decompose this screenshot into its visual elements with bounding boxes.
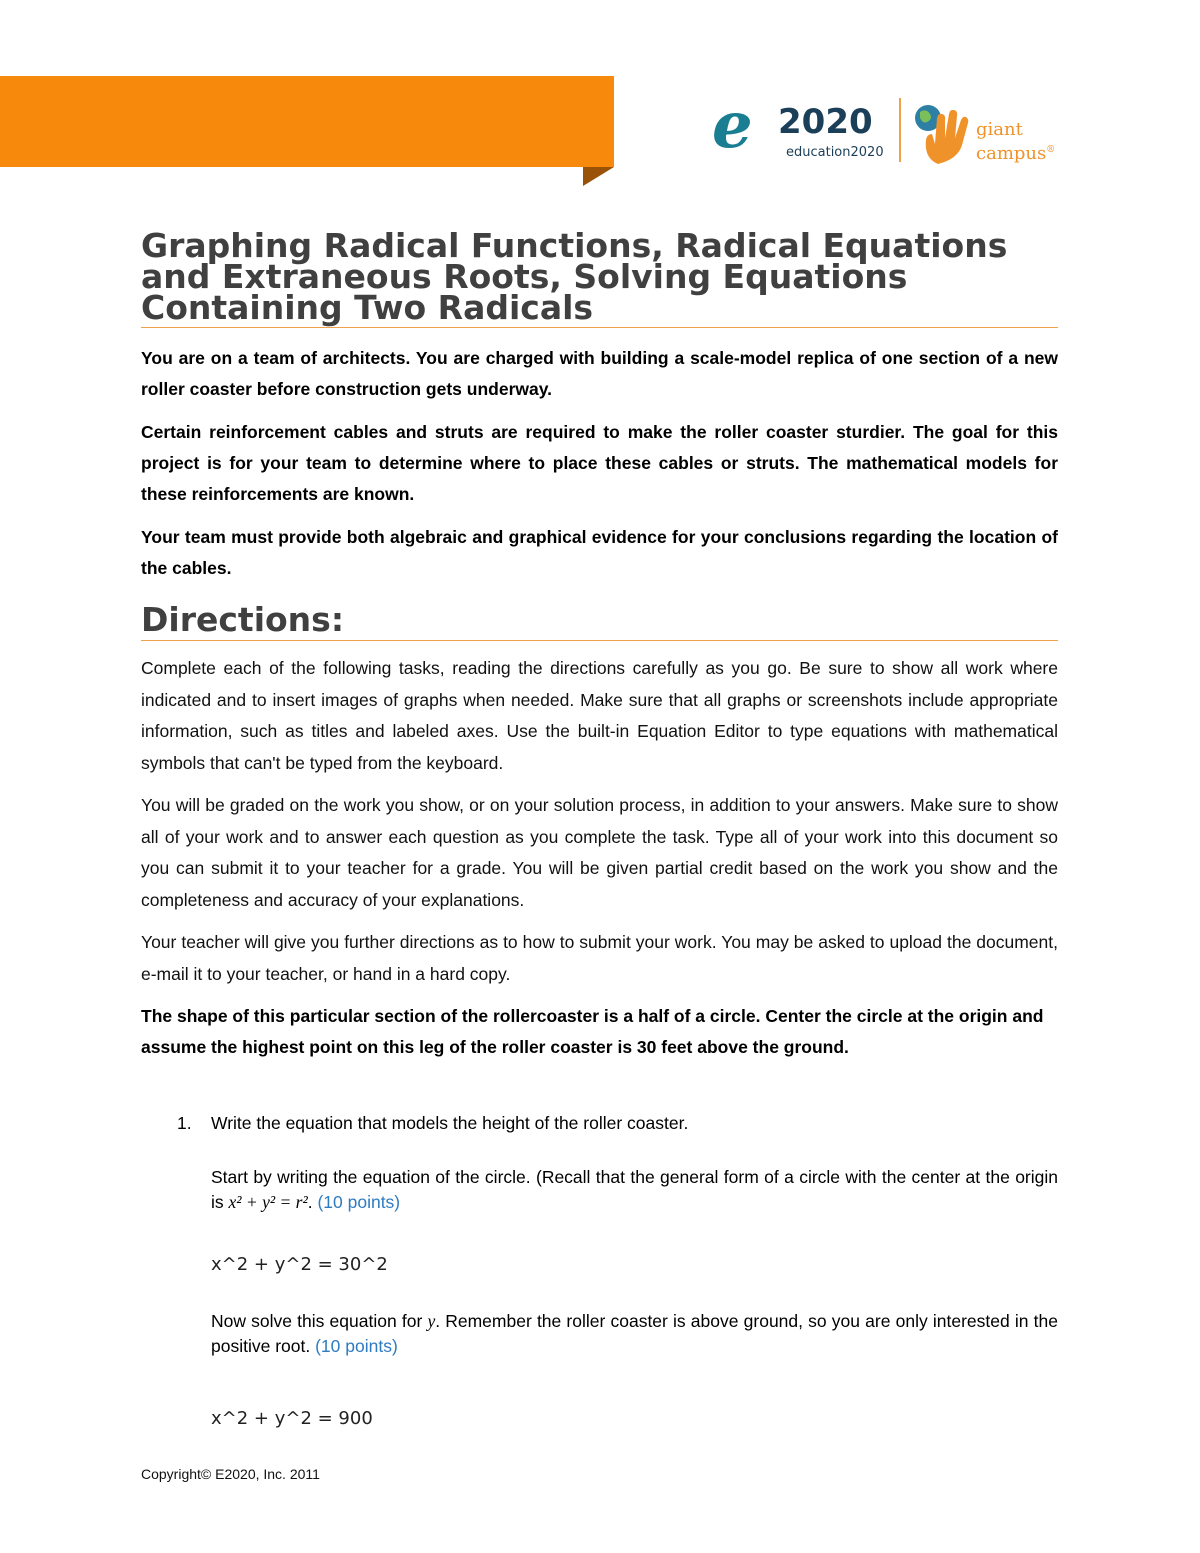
step-2-text-b: . Remember the roller coaster is above ground, so you are only interested in the positive root.: [211, 1311, 1058, 1356]
document-title: Graphing Radical Functions, Radical Equations and Extraneous Roots, Solving Equations Containing Two Radicals: [141, 230, 1058, 328]
step-1-end: .: [307, 1192, 313, 1212]
task-1: [141, 1111, 1058, 1431]
logo-subtitle: education2020: [786, 145, 884, 160]
e2020-giant-campus-logo: [708, 88, 1098, 166]
answer-1[interactable]: x^2 + y^2 = 30^2: [211, 1254, 388, 1275]
directions-paragraph-2: You will be graded on the work you show, or on your solution process, in addition to your answers. Make sure to show all of your work and to answer each question as you complete the task. Type all of your work into this document so you can submit it to your teacher for a grade. You will be given partial credit based on the work you show and the completeness and accuracy of your explanations.: [141, 795, 1058, 910]
intro-paragraph-1: You are on a team of architects. You are charged with building a scale-model replica of one section of a new roller coaster before construction gets underway.: [141, 348, 1058, 399]
intro-paragraph-2: Certain reinforcement cables and struts are required to make the roller coaster sturdier. The goal for this project is for your team to determine where to place these cables or struts. The mathematical models for these reinforcements are known.: [141, 422, 1058, 504]
circle-formula: x² + y² = r²: [228, 1192, 308, 1212]
directions-paragraph-1: Complete each of the following tasks, reading the directions carefully as you go. Be sure to show all work where indicated and to insert images of graphs when needed. Make sure that all graphs or screenshots include appropriate information, such as titles and labeled axes. Use the built-in Equation Editor to type equations with mathematical symbols that can't be typed from the keyboard.: [141, 658, 1058, 773]
intro-paragraph-3: Your team must provide both algebraic and graphical evidence for your conclusions regarding the location of the cables.: [141, 527, 1058, 578]
answer-2[interactable]: x^2 + y^2 = 900: [211, 1408, 373, 1429]
variable-y: y: [427, 1311, 436, 1331]
giant-campus-hand-globe-icon: [908, 94, 978, 166]
directions-heading: Directions:: [141, 602, 1058, 641]
copyright-footer: Copyright© E2020, Inc. 2011: [141, 1466, 320, 1482]
task-1-step-1: [211, 1165, 1058, 1215]
directions-paragraph-3: Your teacher will give you further directions as to how to submit your work. You may be asked to upload the document, e-mail it to your teacher, or hand in a hard copy.: [141, 932, 1058, 984]
logo-2020: 2020: [778, 102, 873, 142]
step-1-points: (10 points): [317, 1192, 401, 1212]
step-2-text-a: Now solve this equation for: [211, 1311, 428, 1331]
partner-name: [976, 120, 1098, 164]
banner-fold: [583, 167, 614, 186]
document-body: [141, 226, 1058, 1431]
logo-divider: [899, 98, 901, 162]
partner-name-text: giant campus: [976, 119, 1047, 164]
task-1-text: Write the equation that models the height of the roller coaster.: [211, 1113, 689, 1133]
shape-statement: The shape of this particular section of the rollercoaster is a half of a circle. Center the circle at the origin and assume the highest point on this leg of the roller coaster is 30 feet above the ground.: [141, 1006, 1044, 1057]
task-1-step-2: [211, 1309, 1058, 1359]
step-2-points: (10 points): [315, 1336, 398, 1356]
header-banner: [0, 76, 614, 167]
logo-e-letter: e: [712, 88, 753, 163]
step-1-text: Start by writing the equation of the circle. (Recall that the general form of a circle with the center at the origin is: [211, 1167, 1058, 1212]
partner-mark: ®: [1046, 145, 1056, 155]
task-number: 1.: [177, 1113, 192, 1133]
